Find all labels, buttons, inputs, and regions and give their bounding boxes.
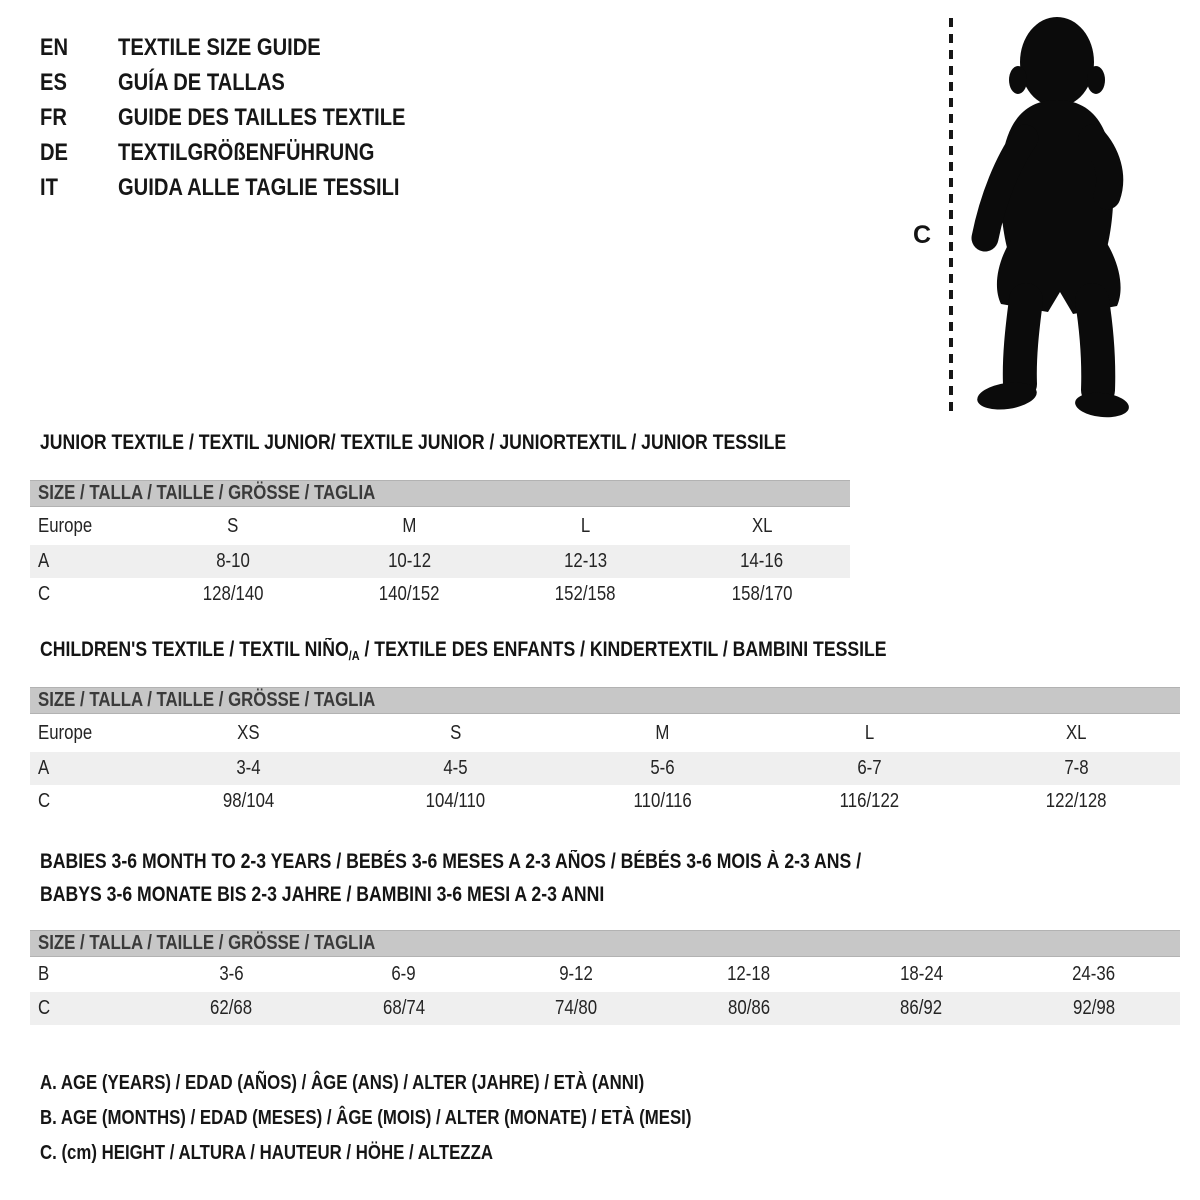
value-cell: 6-9 [391,963,416,985]
row-label: A [38,550,50,572]
value-cell: 6-7 [857,757,882,779]
value-cell: 12-13 [564,550,608,572]
guide-title: GUIDA ALLE TAGLIE TESSILI [118,174,400,201]
row-label: C [38,997,51,1019]
value-cell: 24-36 [1072,963,1116,985]
table-row-sizes [30,507,850,545]
value-cell: 128/140 [202,583,264,605]
value-cell: 3-4 [236,757,261,779]
size-cell: XS [237,721,260,744]
value-cell: 18-24 [899,963,943,985]
babies-title-line2: BABYS 3-6 MONATE BIS 2-3 JAHRE / BAMBINI 3-6 MESI A 2-3 ANNI [40,883,605,906]
row-label: B [38,963,50,985]
value-cell: 3-6 [219,963,244,985]
size-cell: L [580,514,591,537]
guide-title: GUÍA DE TALLAS [118,69,285,96]
table-row-months [30,957,1180,992]
size-header-label: SIZE / TALLA / TAILLE / GRÖSSE / TAGLIA [38,932,376,954]
babies-size-table [30,930,1180,1025]
value-cell: 80/86 [727,997,770,1019]
size-cell: M [655,721,670,744]
value-cell: 68/74 [382,997,425,1019]
table-row-height [30,785,1180,818]
table-row-height [30,992,1180,1025]
value-cell: 92/98 [1072,997,1115,1019]
value-cell: 74/80 [555,997,598,1019]
junior-section-title [40,430,928,456]
legend-line-c: C. (cm) HEIGHT / ALTURA / HAUTEUR / HÖHE / ALTEZZA [40,1142,493,1164]
children-size-table [30,687,1180,818]
size-header-bar [30,930,1180,957]
size-cell: XL [751,514,773,537]
measure-legend [40,1066,816,1171]
junior-size-table [30,480,850,611]
size-cell: S [449,721,462,744]
table-row-sizes [30,714,1180,752]
junior-section-title-text: JUNIOR TEXTILE / TEXTIL JUNIOR/ TEXTILE JUNIOR / JUNIORTEXTIL / JUNIOR TESSILE [40,431,787,454]
value-cell: 140/152 [379,583,440,605]
height-measure-figure [905,0,1155,420]
size-header-bar [30,480,850,507]
language-row-de [40,135,460,170]
value-cell: 12-18 [727,963,771,985]
babies-title-line1: BABIES 3-6 MONTH TO 2-3 YEARS / BEBÉS 3-6 MESES A 2-3 AÑOS / BÉBÉS 3-6 MOIS À 2-3 ANS / [40,850,862,873]
value-cell: 116/122 [839,790,900,812]
baby-silhouette [975,17,1130,420]
language-code: IT [40,174,58,201]
value-cell: 152/158 [555,583,616,605]
language-row-en [40,30,460,65]
value-cell: 104/110 [425,790,486,812]
table-row-height [30,578,850,611]
table-row-age [30,545,850,578]
guide-title: TEXTILGRÖßENFÜHRUNG [118,139,375,166]
legend-line-b: B. AGE (MONTHS) / EDAD (MESES) / ÂGE (MOIS) / ALTER (MONATE) / ETÀ (MESI) [40,1107,692,1129]
row-label: A [38,757,50,779]
children-section-title-text: CHILDREN'S TEXTILE / TEXTIL NIÑO/A / TEXTILE DES ENFANTS / KINDERTEXTIL / BAMBINI TESSILE [40,638,887,663]
value-cell: 10-12 [387,550,431,572]
size-header-label: SIZE / TALLA / TAILLE / GRÖSSE / TAGLIA [38,482,376,504]
region-header: Europe [38,721,93,744]
language-code: DE [40,139,69,166]
language-title-list [40,30,460,205]
value-cell: 4-5 [443,757,468,779]
language-row-it [40,170,460,205]
value-cell: 110/116 [633,790,692,812]
size-cell: M [402,514,417,537]
value-cell: 86/92 [900,997,943,1019]
children-section-title [40,637,1048,669]
language-code: EN [40,34,69,61]
region-header: Europe [38,514,93,537]
size-header-label: SIZE / TALLA / TAILLE / GRÖSSE / TAGLIA [38,689,376,711]
babies-section-title [40,845,1018,911]
row-label: C [38,583,51,605]
value-cell: 122/128 [1046,790,1107,812]
value-cell: 158/170 [731,583,793,605]
language-code: ES [40,69,67,96]
size-cell: S [227,514,239,537]
value-cell: 9-12 [559,963,594,985]
value-cell: 5-6 [650,757,675,779]
legend-line-a: A. AGE (YEARS) / EDAD (AÑOS) / ÂGE (ANS) / ALTER (JAHRE) / ETÀ (ANNI) [40,1072,645,1094]
value-cell: 62/68 [210,997,253,1019]
size-header-bar [30,687,1180,714]
gender-suffix: /A [348,648,360,663]
height-measure-label: C [913,221,932,249]
guide-title: TEXTILE SIZE GUIDE [118,34,321,61]
value-cell: 14-16 [740,550,784,572]
guide-title: GUIDE DES TAILLES TEXTILE [118,104,406,131]
size-cell: XL [1066,721,1087,744]
language-code: FR [40,104,67,131]
table-row-age [30,752,1180,785]
language-row-fr [40,100,460,135]
language-row-es [40,65,460,100]
row-label: C [38,790,51,812]
value-cell: 98/104 [222,790,275,812]
value-cell: 8-10 [216,550,250,572]
size-cell: L [864,721,875,744]
value-cell: 7-8 [1064,757,1089,779]
